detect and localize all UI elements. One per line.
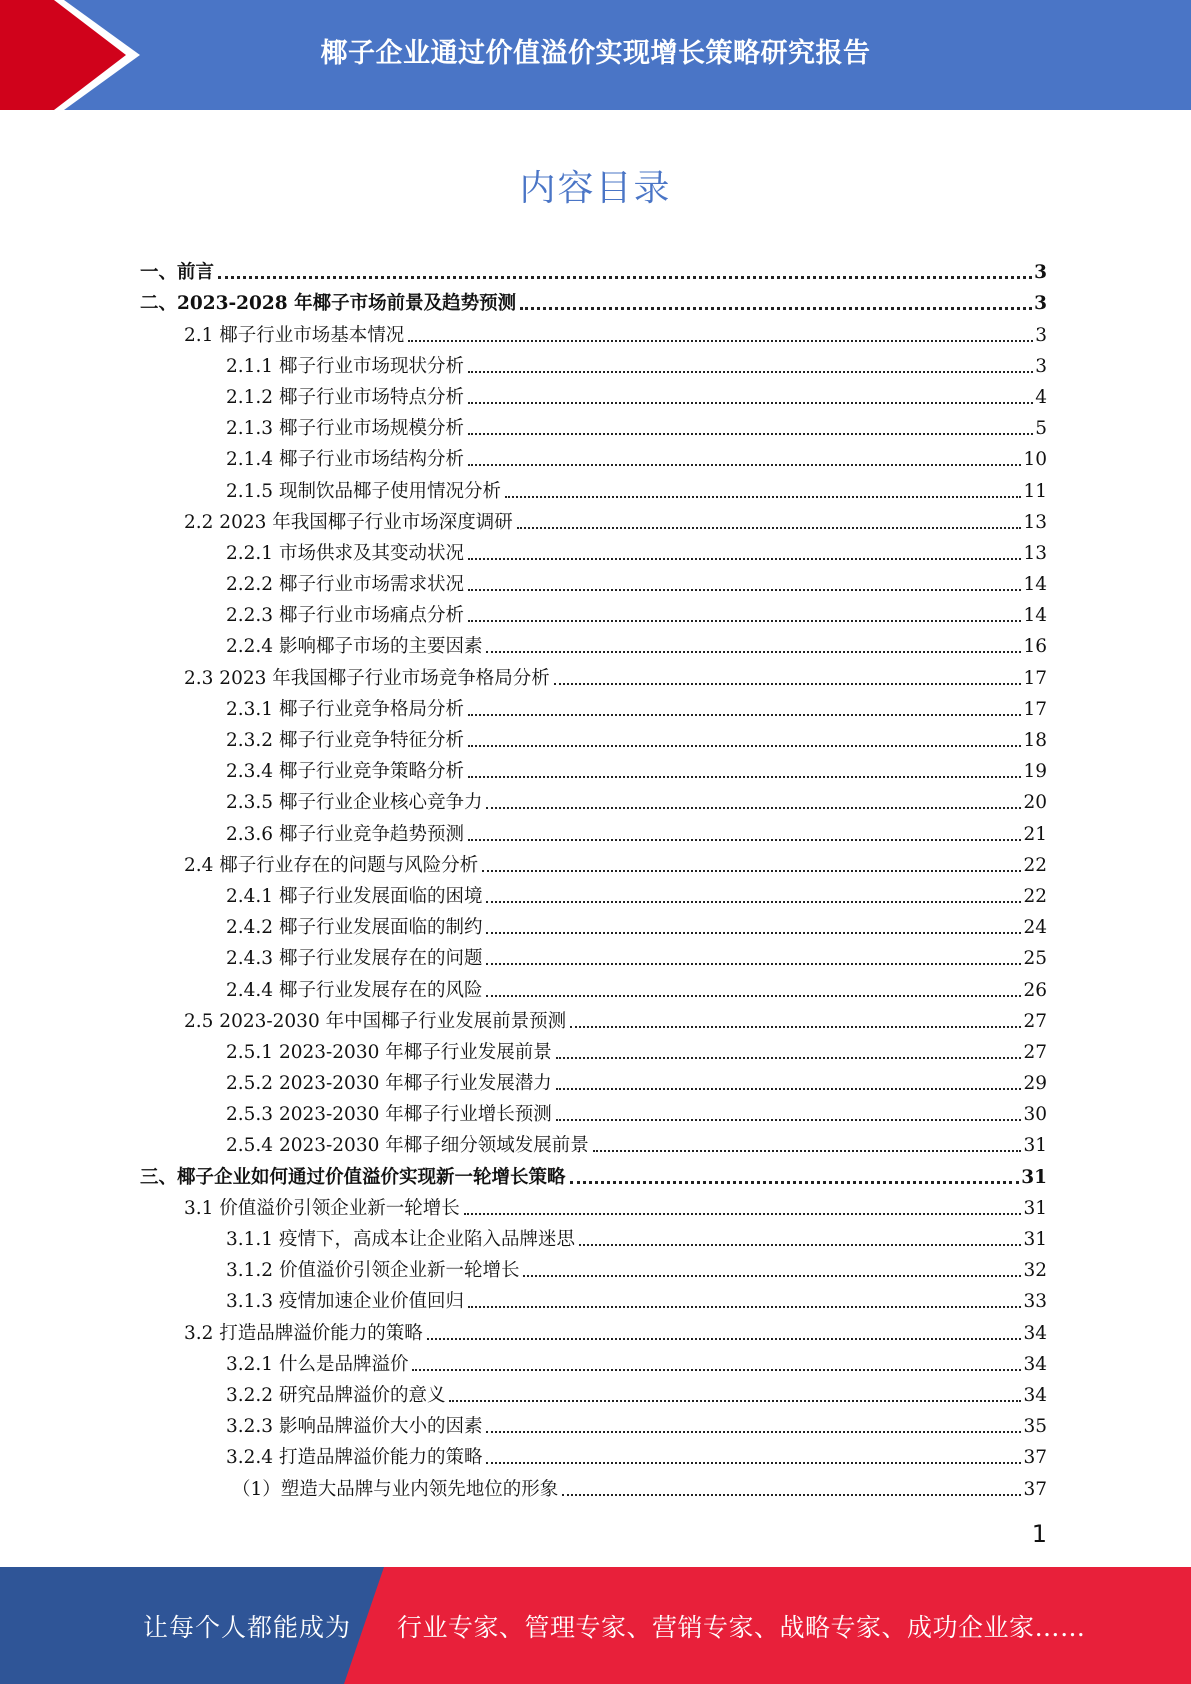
report-title: 椰子企业通过价值溢价实现增长策略研究报告 [320, 37, 871, 69]
toc-dot-leader [468, 402, 1033, 404]
toc-entry-page: 37 [1023, 1478, 1047, 1500]
toc-entry[interactable] [140, 1469, 1047, 1500]
toc-entry-page: 19 [1023, 761, 1047, 783]
toc-entry-label: 2.1.2 椰子行业市场特点分析 [226, 386, 464, 408]
toc-dot-leader [408, 340, 1033, 342]
toc-entry-page: 37 [1023, 1447, 1047, 1469]
toc-entry[interactable] [140, 284, 1047, 315]
toc-entry-page: 5 [1035, 418, 1047, 440]
toc-dot-leader [468, 433, 1033, 435]
toc-entry[interactable] [140, 1033, 1047, 1064]
toc-entry-page: 34 [1023, 1353, 1047, 1375]
toc-dot-leader [486, 901, 1021, 903]
toc-entry-page: 31 [1021, 1166, 1047, 1188]
toc-entry-page: 31 [1023, 1135, 1047, 1157]
toc-entry-page: 31 [1023, 1197, 1047, 1219]
toc-entry[interactable] [140, 877, 1047, 908]
toc-entry-label: 3.2 打造品牌溢价能力的策略 [184, 1322, 423, 1344]
toc-entry[interactable] [140, 1189, 1047, 1220]
toc-dot-leader [468, 839, 1021, 841]
toc-entry-label: 2.1.1 椰子行业市场现状分析 [226, 355, 464, 377]
toc-entry[interactable] [140, 690, 1047, 721]
toc-entry-page: 16 [1023, 636, 1047, 658]
toc-entry[interactable] [140, 1376, 1047, 1407]
toc-entry[interactable] [140, 253, 1047, 284]
toc-dot-leader [486, 1431, 1021, 1433]
toc-dot-leader [468, 620, 1021, 622]
toc-entry-page: 3 [1035, 355, 1047, 377]
toc-entry[interactable] [140, 409, 1047, 440]
toc-entry-page: 31 [1023, 1229, 1047, 1250]
toc-entry[interactable] [140, 970, 1047, 1001]
toc-entry-label: 一、前言 [140, 262, 215, 284]
toc-dot-leader [468, 714, 1021, 716]
toc-entry-page: 4 [1035, 386, 1047, 408]
toc-dot-leader [517, 527, 1022, 529]
toc-entry-label: 2.3.4 椰子行业竞争策略分析 [226, 761, 464, 783]
toc-dot-leader [468, 1306, 1021, 1308]
toc-entry-label: 3.1.3 疫情加速企业价值回归 [226, 1291, 464, 1313]
toc-entry-page: 26 [1023, 979, 1047, 1001]
page-number: 1 [1031, 1520, 1047, 1548]
toc-entry-label: 2.3.6 椰子行业竞争趋势预测 [226, 823, 464, 845]
toc-dot-leader [556, 1057, 1022, 1059]
toc-entry-label: 2.1 椰子行业市场基本情况 [184, 324, 405, 346]
toc-entry-label: 2.4.2 椰子行业发展面临的制约 [226, 917, 483, 939]
toc-entry-label: 2.4.3 椰子行业发展存在的问题 [226, 948, 483, 970]
toc-dot-leader [556, 1088, 1022, 1090]
toc-entry[interactable] [140, 1220, 1047, 1251]
toc-entry-label: 2.5.3 2023-2030 年椰子行业增长预测 [226, 1104, 552, 1126]
toc-entry-label: 2.1.3 椰子行业市场规模分析 [226, 418, 464, 440]
toc-entry[interactable] [140, 471, 1047, 502]
toc-entry[interactable] [140, 752, 1047, 783]
toc-entry-label: 2.2.4 影响椰子市场的主要因素 [226, 636, 483, 658]
toc-entry-label: 2.1.5 现制饮品椰子使用情况分析 [226, 480, 501, 502]
toc-entry-label: 2.3.5 椰子行业企业核心竞争力 [226, 792, 483, 814]
toc-entry-page: 34 [1023, 1384, 1047, 1406]
toc-entry[interactable] [140, 846, 1047, 877]
table-of-contents [140, 253, 1047, 1501]
toc-entry-label: 三、椰子企业如何通过价值溢价实现新一轮增长策略 [140, 1166, 566, 1188]
toc-dot-leader [486, 963, 1021, 965]
toc-entry-page: 22 [1023, 854, 1047, 876]
toc-dot-leader [464, 1213, 1022, 1215]
toc-entry[interactable] [140, 1064, 1047, 1095]
toc-entry[interactable] [140, 1126, 1047, 1157]
toc-entry-page: 3 [1034, 293, 1047, 315]
toc-dot-leader [427, 1338, 1022, 1340]
toc-entry[interactable] [140, 378, 1047, 409]
toc-entry-label: 2.5.4 2023-2030 年椰子细分领域发展前景 [226, 1135, 589, 1157]
footer-slogan-right: 行业专家、管理专家、营销专家、战略专家、成功企业家…… [397, 1612, 1086, 1642]
toc-entry[interactable] [140, 939, 1047, 970]
toc-entry-page: 30 [1023, 1104, 1047, 1126]
toc-entry[interactable] [140, 783, 1047, 814]
toc-entry-label: 2.2 2023 年我国椰子行业市场深度调研 [184, 511, 513, 533]
toc-entry-page: 27 [1023, 1010, 1047, 1032]
toc-entry-label: 3.1.2 价值溢价引领企业新一轮增长 [226, 1260, 520, 1282]
toc-title: 内容目录 [519, 168, 672, 209]
toc-entry-page: 24 [1023, 917, 1047, 939]
toc-entry-label: 2.5 2023-2030 年中国椰子行业发展前景预测 [184, 1010, 567, 1032]
toc-entry[interactable] [140, 534, 1047, 565]
toc-entry[interactable] [140, 503, 1047, 534]
toc-entry-page: 25 [1023, 948, 1047, 970]
toc-dot-leader [562, 1494, 1021, 1496]
toc-dot-leader [554, 683, 1022, 685]
toc-entry-page: 3 [1034, 262, 1047, 284]
toc-dot-leader [468, 776, 1021, 778]
toc-dot-leader [486, 932, 1021, 934]
toc-dot-leader [486, 1462, 1021, 1464]
toc-dot-leader [482, 870, 1021, 872]
toc-entry-label: 2.1.4 椰子行业市场结构分析 [226, 449, 464, 471]
toc-entry-label: 3.2.4 打造品牌溢价能力的策略 [226, 1447, 483, 1469]
toc-entry[interactable] [140, 1157, 1047, 1188]
toc-entry-page: 22 [1023, 885, 1047, 907]
toc-entry-page: 20 [1023, 792, 1047, 814]
toc-entry[interactable] [140, 315, 1047, 346]
toc-entry[interactable] [140, 1313, 1047, 1344]
toc-dot-leader [570, 1026, 1021, 1028]
toc-entry-label: 2.5.2 2023-2030 年椰子行业发展潜力 [226, 1073, 552, 1095]
toc-entry-page: 14 [1023, 605, 1047, 627]
toc-entry-label: 2.3.2 椰子行业竞争特征分析 [226, 730, 464, 751]
toc-entry-page: 14 [1023, 574, 1047, 596]
toc-entry[interactable] [140, 627, 1047, 658]
toc-entry-page: 32 [1023, 1260, 1047, 1282]
toc-dot-leader [468, 558, 1021, 560]
toc-dot-leader [579, 1244, 1021, 1246]
toc-entry-page: 3 [1035, 324, 1047, 346]
toc-dot-leader [468, 589, 1021, 591]
toc-entry-page: 17 [1023, 698, 1047, 720]
toc-entry-label: 2.4.1 椰子行业发展面临的困境 [226, 885, 483, 907]
toc-entry[interactable] [140, 596, 1047, 627]
toc-entry[interactable] [140, 1095, 1047, 1126]
toc-entry-page: 17 [1023, 667, 1047, 689]
toc-dot-leader [486, 807, 1021, 809]
header-banner [0, 0, 1191, 110]
toc-dot-leader [218, 276, 1032, 279]
toc-entry-page: 13 [1023, 511, 1047, 533]
toc-entry-page: 29 [1023, 1073, 1047, 1095]
toc-entry[interactable] [140, 565, 1047, 596]
toc-entry-label: 2.4 椰子行业存在的问题与风险分析 [184, 854, 479, 876]
toc-dot-leader [505, 496, 1021, 498]
footer-slogan-left: 让每个人都能成为 [143, 1612, 352, 1642]
toc-entry[interactable] [140, 721, 1047, 752]
toc-entry[interactable] [140, 908, 1047, 939]
toc-entry[interactable] [140, 1282, 1047, 1313]
toc-entry[interactable] [140, 1407, 1047, 1438]
toc-entry-page: 35 [1023, 1416, 1047, 1438]
toc-entry-label: 3.1.1 疫情下，高成本让企业陷入品牌迷思 [226, 1229, 575, 1250]
toc-entry-label: 2.2.2 椰子行业市场需求状况 [226, 574, 464, 596]
toc-dot-leader [468, 371, 1033, 373]
toc-entry[interactable] [140, 1345, 1047, 1376]
toc-entry[interactable] [140, 1251, 1047, 1282]
toc-dot-leader [486, 995, 1021, 997]
footer-banner [0, 1567, 1191, 1684]
toc-entry-label: （1）塑造大品牌与业内领先地位的形象 [232, 1478, 559, 1500]
toc-entry-page: 34 [1023, 1322, 1047, 1344]
toc-entry-label: 2.3.1 椰子行业竞争格局分析 [226, 698, 464, 720]
toc-dot-leader [486, 651, 1021, 653]
toc-entry[interactable] [140, 1002, 1047, 1033]
toc-dot-leader [520, 307, 1032, 310]
toc-entry-page: 18 [1023, 730, 1047, 751]
toc-entry-page: 21 [1023, 823, 1047, 845]
toc-entry-label: 2.4.4 椰子行业发展存在的风险 [226, 979, 483, 1001]
toc-entry[interactable] [140, 658, 1047, 689]
toc-dot-leader [556, 1119, 1022, 1121]
toc-entry-label: 2.2.1 市场供求及其变动状况 [226, 542, 464, 564]
toc-entry-page: 27 [1023, 1041, 1047, 1063]
toc-entry-page: 33 [1023, 1291, 1047, 1313]
toc-entry-label: 3.2.1 什么是品牌溢价 [226, 1353, 409, 1375]
toc-entry-label: 2.5.1 2023-2030 年椰子行业发展前景 [226, 1041, 552, 1063]
toc-dot-leader [570, 1181, 1020, 1184]
toc-entry-page: 11 [1023, 480, 1047, 502]
toc-dot-leader [449, 1400, 1021, 1402]
toc-dot-leader [468, 745, 1021, 747]
toc-entry-page: 10 [1023, 449, 1047, 471]
toc-entry-label: 2.2.3 椰子行业市场痛点分析 [226, 605, 464, 627]
toc-entry[interactable] [140, 347, 1047, 378]
toc-entry-label: 二、2023-2028 年椰子市场前景及趋势预测 [140, 293, 517, 315]
toc-entry[interactable] [140, 440, 1047, 471]
toc-entry-label: 3.2.2 研究品牌溢价的意义 [226, 1384, 446, 1406]
toc-dot-leader [593, 1150, 1022, 1152]
toc-entry-label: 3.2.3 影响品牌溢价大小的因素 [226, 1416, 483, 1438]
toc-entry-page: 13 [1023, 542, 1047, 564]
toc-entry[interactable] [140, 1438, 1047, 1469]
toc-entry-label: 3.1 价值溢价引领企业新一轮增长 [184, 1197, 460, 1219]
toc-dot-leader [468, 464, 1021, 466]
toc-dot-leader [412, 1369, 1021, 1371]
toc-entry-label: 2.3 2023 年我国椰子行业市场竞争格局分析 [184, 667, 550, 689]
toc-dot-leader [523, 1275, 1021, 1277]
toc-entry[interactable] [140, 814, 1047, 845]
